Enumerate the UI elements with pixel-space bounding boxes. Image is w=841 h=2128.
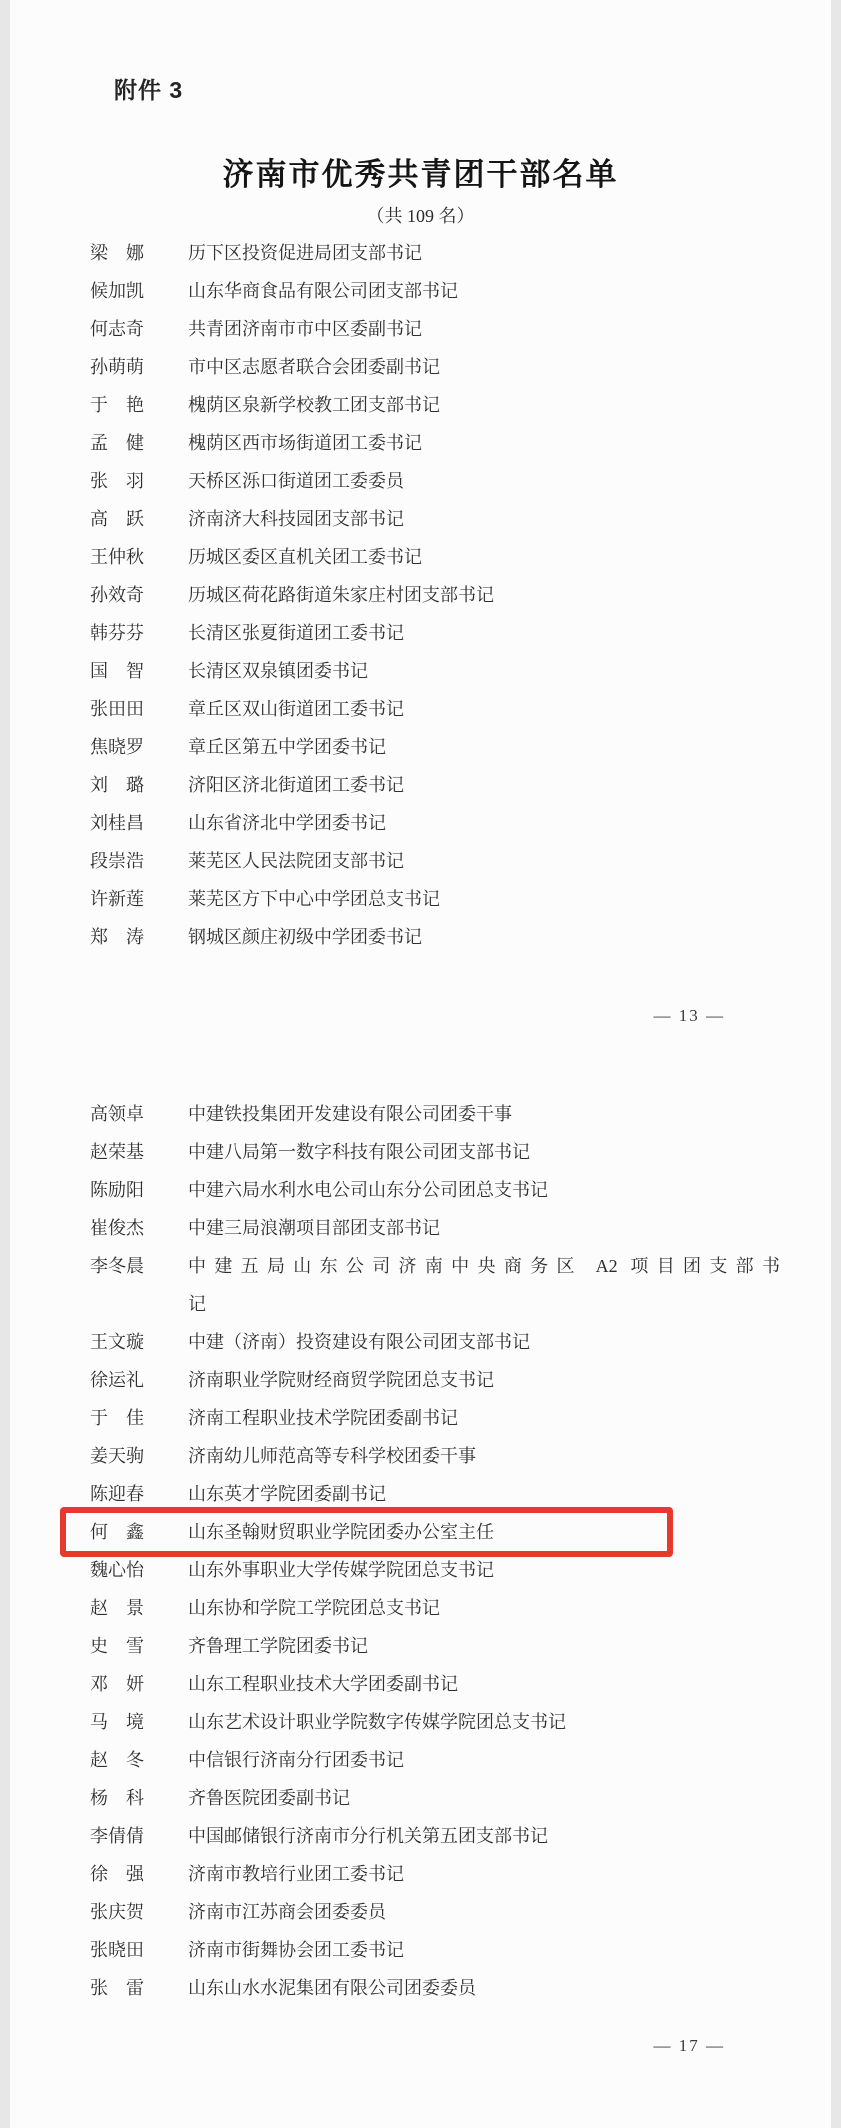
entry-list-page-1 xyxy=(90,234,780,956)
entry-name: 赵 冬 xyxy=(90,1750,144,1770)
entry-position-line: 长清区双泉镇团委书记 xyxy=(188,661,368,681)
entry-name: 段崇浩 xyxy=(90,851,144,871)
entry-position-line: 山东省济北中学团委书记 xyxy=(188,813,386,833)
entry-position-line: 齐鲁理工学院团委书记 xyxy=(188,1636,368,1656)
list-item xyxy=(90,1209,780,1247)
list-item xyxy=(90,1399,780,1437)
entry-position-line: 莱芜区方下中心中学团总支书记 xyxy=(188,889,440,909)
entry-name: 刘桂昌 xyxy=(90,813,144,833)
entry-position-line: 长清区张夏街道团工委书记 xyxy=(188,623,404,643)
entry-position-line: 中建三局浪潮项目部团支部书记 xyxy=(188,1218,440,1238)
entry-position xyxy=(188,1171,780,1209)
entry-position xyxy=(188,1855,780,1893)
list-item xyxy=(90,804,780,842)
entry-name: 赵 景 xyxy=(90,1598,144,1618)
entry-position xyxy=(188,1893,780,1931)
list-item xyxy=(90,1627,780,1665)
list-item xyxy=(90,272,780,310)
entry-name: 史 雪 xyxy=(90,1636,144,1656)
entry-position-line: 历城区荷花路街道朱家庄村团支部书记 xyxy=(188,585,494,605)
entry-name: 姜天驹 xyxy=(90,1446,144,1466)
entry-position xyxy=(188,1209,780,1247)
entry-position-line: 山东山水水泥集团有限公司团委委员 xyxy=(188,1978,476,1998)
entry-name: 梁 娜 xyxy=(90,243,144,263)
entry-position xyxy=(188,1703,780,1741)
entry-position xyxy=(188,766,780,804)
list-item xyxy=(90,1513,780,1551)
entry-position-line: 莱芜区人民法院团支部书记 xyxy=(188,851,404,871)
entry-name: 高 跃 xyxy=(90,509,144,529)
entry-name: 赵荣基 xyxy=(90,1142,144,1162)
entry-position xyxy=(188,1817,780,1855)
entry-position xyxy=(188,1741,780,1779)
entry-position-line: 齐鲁医院团委副书记 xyxy=(188,1788,350,1808)
list-item xyxy=(90,462,780,500)
entry-position-line: 中信银行济南分行团委书记 xyxy=(188,1750,404,1770)
list-item xyxy=(90,1247,780,1323)
entry-position xyxy=(188,1589,780,1627)
entry-name: 徐 强 xyxy=(90,1864,144,1884)
document-subtitle: （共 109 名） xyxy=(366,206,475,226)
list-item xyxy=(90,1361,780,1399)
list-item xyxy=(90,1133,780,1171)
list-item xyxy=(90,1855,780,1893)
list-item xyxy=(90,766,780,804)
entry-position xyxy=(188,386,780,424)
entry-name: 马 境 xyxy=(90,1712,144,1732)
entry-name: 国 智 xyxy=(90,661,144,681)
entry-name: 徐运礼 xyxy=(90,1370,144,1390)
list-item xyxy=(90,386,780,424)
entry-position xyxy=(188,500,780,538)
entry-name: 张晓田 xyxy=(90,1940,144,1960)
entry-position-line: 共青团济南市市中区委副书记 xyxy=(188,319,422,339)
entry-name: 邓 妍 xyxy=(90,1674,144,1694)
entry-position xyxy=(188,728,780,766)
list-item xyxy=(90,1817,780,1855)
entry-name: 于 佳 xyxy=(90,1408,144,1428)
entry-name: 陈励阳 xyxy=(90,1180,144,1200)
entry-name: 许新莲 xyxy=(90,889,144,909)
entry-name: 张田田 xyxy=(90,699,144,719)
entry-position-line: 山东艺术设计职业学院数字传媒学院团总支书记 xyxy=(188,1712,566,1732)
entry-position-line: 山东外事职业大学传媒学院团总支书记 xyxy=(188,1560,494,1580)
entry-position-line: 山东华商食品有限公司团支部书记 xyxy=(188,281,458,301)
list-item xyxy=(90,1095,780,1133)
list-item xyxy=(90,842,780,880)
entry-position-line: 济南幼儿师范高等专科学校团委干事 xyxy=(188,1446,476,1466)
entry-name: 候加凯 xyxy=(90,281,144,301)
entry-position-line: 槐荫区西市场街道团工委书记 xyxy=(188,433,422,453)
list-item xyxy=(90,690,780,728)
entry-position-line: 章丘区第五中学团委书记 xyxy=(188,737,386,757)
entry-position xyxy=(188,1627,780,1665)
entry-position-line: 槐荫区泉新学校教工团支部书记 xyxy=(188,395,440,415)
entry-position xyxy=(188,1247,780,1323)
entry-position-line: 中建六局水利水电公司山东分公司团总支书记 xyxy=(188,1180,548,1200)
list-item xyxy=(90,1475,780,1513)
entry-name: 孟 健 xyxy=(90,433,144,453)
entry-name: 王文璇 xyxy=(90,1332,144,1352)
list-item xyxy=(90,1665,780,1703)
entry-position xyxy=(188,1969,780,2007)
entry-position-line: 钢城区颜庄初级中学团委书记 xyxy=(188,927,422,947)
list-item xyxy=(90,652,780,690)
entry-position-line: 济南市江苏商会团委委员 xyxy=(188,1902,386,1922)
entry-name: 焦晓罗 xyxy=(90,737,144,757)
entry-position xyxy=(188,1513,780,1551)
list-item xyxy=(90,1931,780,1969)
list-item xyxy=(90,1323,780,1361)
entry-name: 魏心怡 xyxy=(90,1560,144,1580)
entry-list-page-2 xyxy=(90,1095,780,2007)
list-item xyxy=(90,918,780,956)
list-item xyxy=(90,1741,780,1779)
list-item xyxy=(90,500,780,538)
entry-position-line: 历城区委区直机关团工委书记 xyxy=(188,547,422,567)
entry-position xyxy=(188,1361,780,1399)
entry-position-line: 济南市教培行业团工委书记 xyxy=(188,1864,404,1884)
document-title: 济南市优秀共青团干部名单 xyxy=(222,157,619,192)
entry-position xyxy=(188,272,780,310)
page-number-2: — 17 — xyxy=(653,2036,725,2055)
entry-position-line: 中建五局山东公司济南中央商务区 A2 项目团支部书 xyxy=(188,1256,780,1276)
entry-position xyxy=(188,1323,780,1361)
entry-position-line: 市中区志愿者联合会团委副书记 xyxy=(188,357,440,377)
entry-position xyxy=(188,348,780,386)
entry-position-line: 济南工程职业技术学院团委副书记 xyxy=(188,1408,458,1428)
list-item xyxy=(90,1589,780,1627)
entry-position xyxy=(188,842,780,880)
entry-name: 李倩倩 xyxy=(90,1826,144,1846)
list-item xyxy=(90,1171,780,1209)
entry-position xyxy=(188,918,780,956)
entry-position xyxy=(188,310,780,348)
entry-position-line: 中建铁投集团开发建设有限公司团委干事 xyxy=(188,1104,512,1124)
entry-position xyxy=(188,424,780,462)
entry-position xyxy=(188,1931,780,1969)
list-item xyxy=(90,728,780,766)
list-item xyxy=(90,1779,780,1817)
entry-name: 刘 璐 xyxy=(90,775,144,795)
document-page xyxy=(10,0,831,2128)
entry-position-line: 济南职业学院财经商贸学院团总支书记 xyxy=(188,1370,494,1390)
entry-position xyxy=(188,1399,780,1437)
list-item xyxy=(90,1437,780,1475)
entry-position-line: 记 xyxy=(188,1294,206,1314)
entry-name: 何 鑫 xyxy=(90,1522,144,1542)
entry-position xyxy=(188,1133,780,1171)
entry-position-line: 中国邮储银行济南市分行机关第五团支部书记 xyxy=(188,1826,548,1846)
entry-position-line: 济南市街舞协会团工委书记 xyxy=(188,1940,404,1960)
entry-name: 何志奇 xyxy=(90,319,144,339)
entry-name: 王仲秋 xyxy=(90,547,144,567)
entry-name: 孙效奇 xyxy=(90,585,144,605)
entry-position-line: 章丘区双山街道团工委书记 xyxy=(188,699,404,719)
entry-name: 张 雷 xyxy=(90,1978,144,1998)
entry-position-line: 山东协和学院工学院团总支书记 xyxy=(188,1598,440,1618)
entry-position xyxy=(188,1779,780,1817)
entry-position xyxy=(188,690,780,728)
entry-position xyxy=(188,1095,780,1133)
list-item xyxy=(90,1969,780,2007)
entry-position xyxy=(188,880,780,918)
entry-position-line: 济阳区济北街道团工委书记 xyxy=(188,775,404,795)
list-item xyxy=(90,348,780,386)
entry-position xyxy=(188,1665,780,1703)
entry-name: 郑 涛 xyxy=(90,927,144,947)
entry-name: 于 艳 xyxy=(90,395,144,415)
list-item xyxy=(90,614,780,652)
entry-position xyxy=(188,804,780,842)
entry-name: 杨 科 xyxy=(90,1788,144,1808)
entry-name: 陈迎春 xyxy=(90,1484,144,1504)
entry-position-line: 山东圣翰财贸职业学院团委办公室主任 xyxy=(188,1522,494,1542)
entry-position xyxy=(188,462,780,500)
list-item xyxy=(90,1703,780,1741)
entry-position-line: 山东英才学院团委副书记 xyxy=(188,1484,386,1504)
entry-position xyxy=(188,652,780,690)
list-item xyxy=(90,1893,780,1931)
entry-position xyxy=(188,1551,780,1589)
entry-position-line: 历下区投资促进局团支部书记 xyxy=(188,243,422,263)
entry-name: 高领卓 xyxy=(90,1104,144,1124)
entry-name: 张 羽 xyxy=(90,471,144,491)
list-item xyxy=(90,576,780,614)
list-item xyxy=(90,310,780,348)
entry-position xyxy=(188,1475,780,1513)
entry-name: 韩芬芬 xyxy=(90,623,144,643)
entry-position-line: 天桥区泺口街道团工委委员 xyxy=(188,471,404,491)
entry-position xyxy=(188,1437,780,1475)
entry-position-line: 中建（济南）投资建设有限公司团支部书记 xyxy=(188,1332,530,1352)
entry-position-line: 济南济大科技园团支部书记 xyxy=(188,509,404,529)
attachment-label: 附件 3 xyxy=(114,77,184,103)
list-item xyxy=(90,880,780,918)
entry-position xyxy=(188,614,780,652)
entry-position-line: 中建八局第一数字科技有限公司团支部书记 xyxy=(188,1142,530,1162)
entry-position xyxy=(188,538,780,576)
entry-name: 张庆贺 xyxy=(90,1902,144,1922)
entry-name: 孙萌萌 xyxy=(90,357,144,377)
entry-position xyxy=(188,234,780,272)
list-item xyxy=(90,538,780,576)
entry-position-line: 山东工程职业技术大学团委副书记 xyxy=(188,1674,458,1694)
list-item xyxy=(90,1551,780,1589)
list-item xyxy=(90,234,780,272)
entry-position xyxy=(188,576,780,614)
page-number-1: — 13 — xyxy=(653,1006,725,1025)
entry-name: 崔俊杰 xyxy=(90,1218,144,1238)
entry-name: 李冬晨 xyxy=(90,1256,144,1276)
list-item xyxy=(90,424,780,462)
